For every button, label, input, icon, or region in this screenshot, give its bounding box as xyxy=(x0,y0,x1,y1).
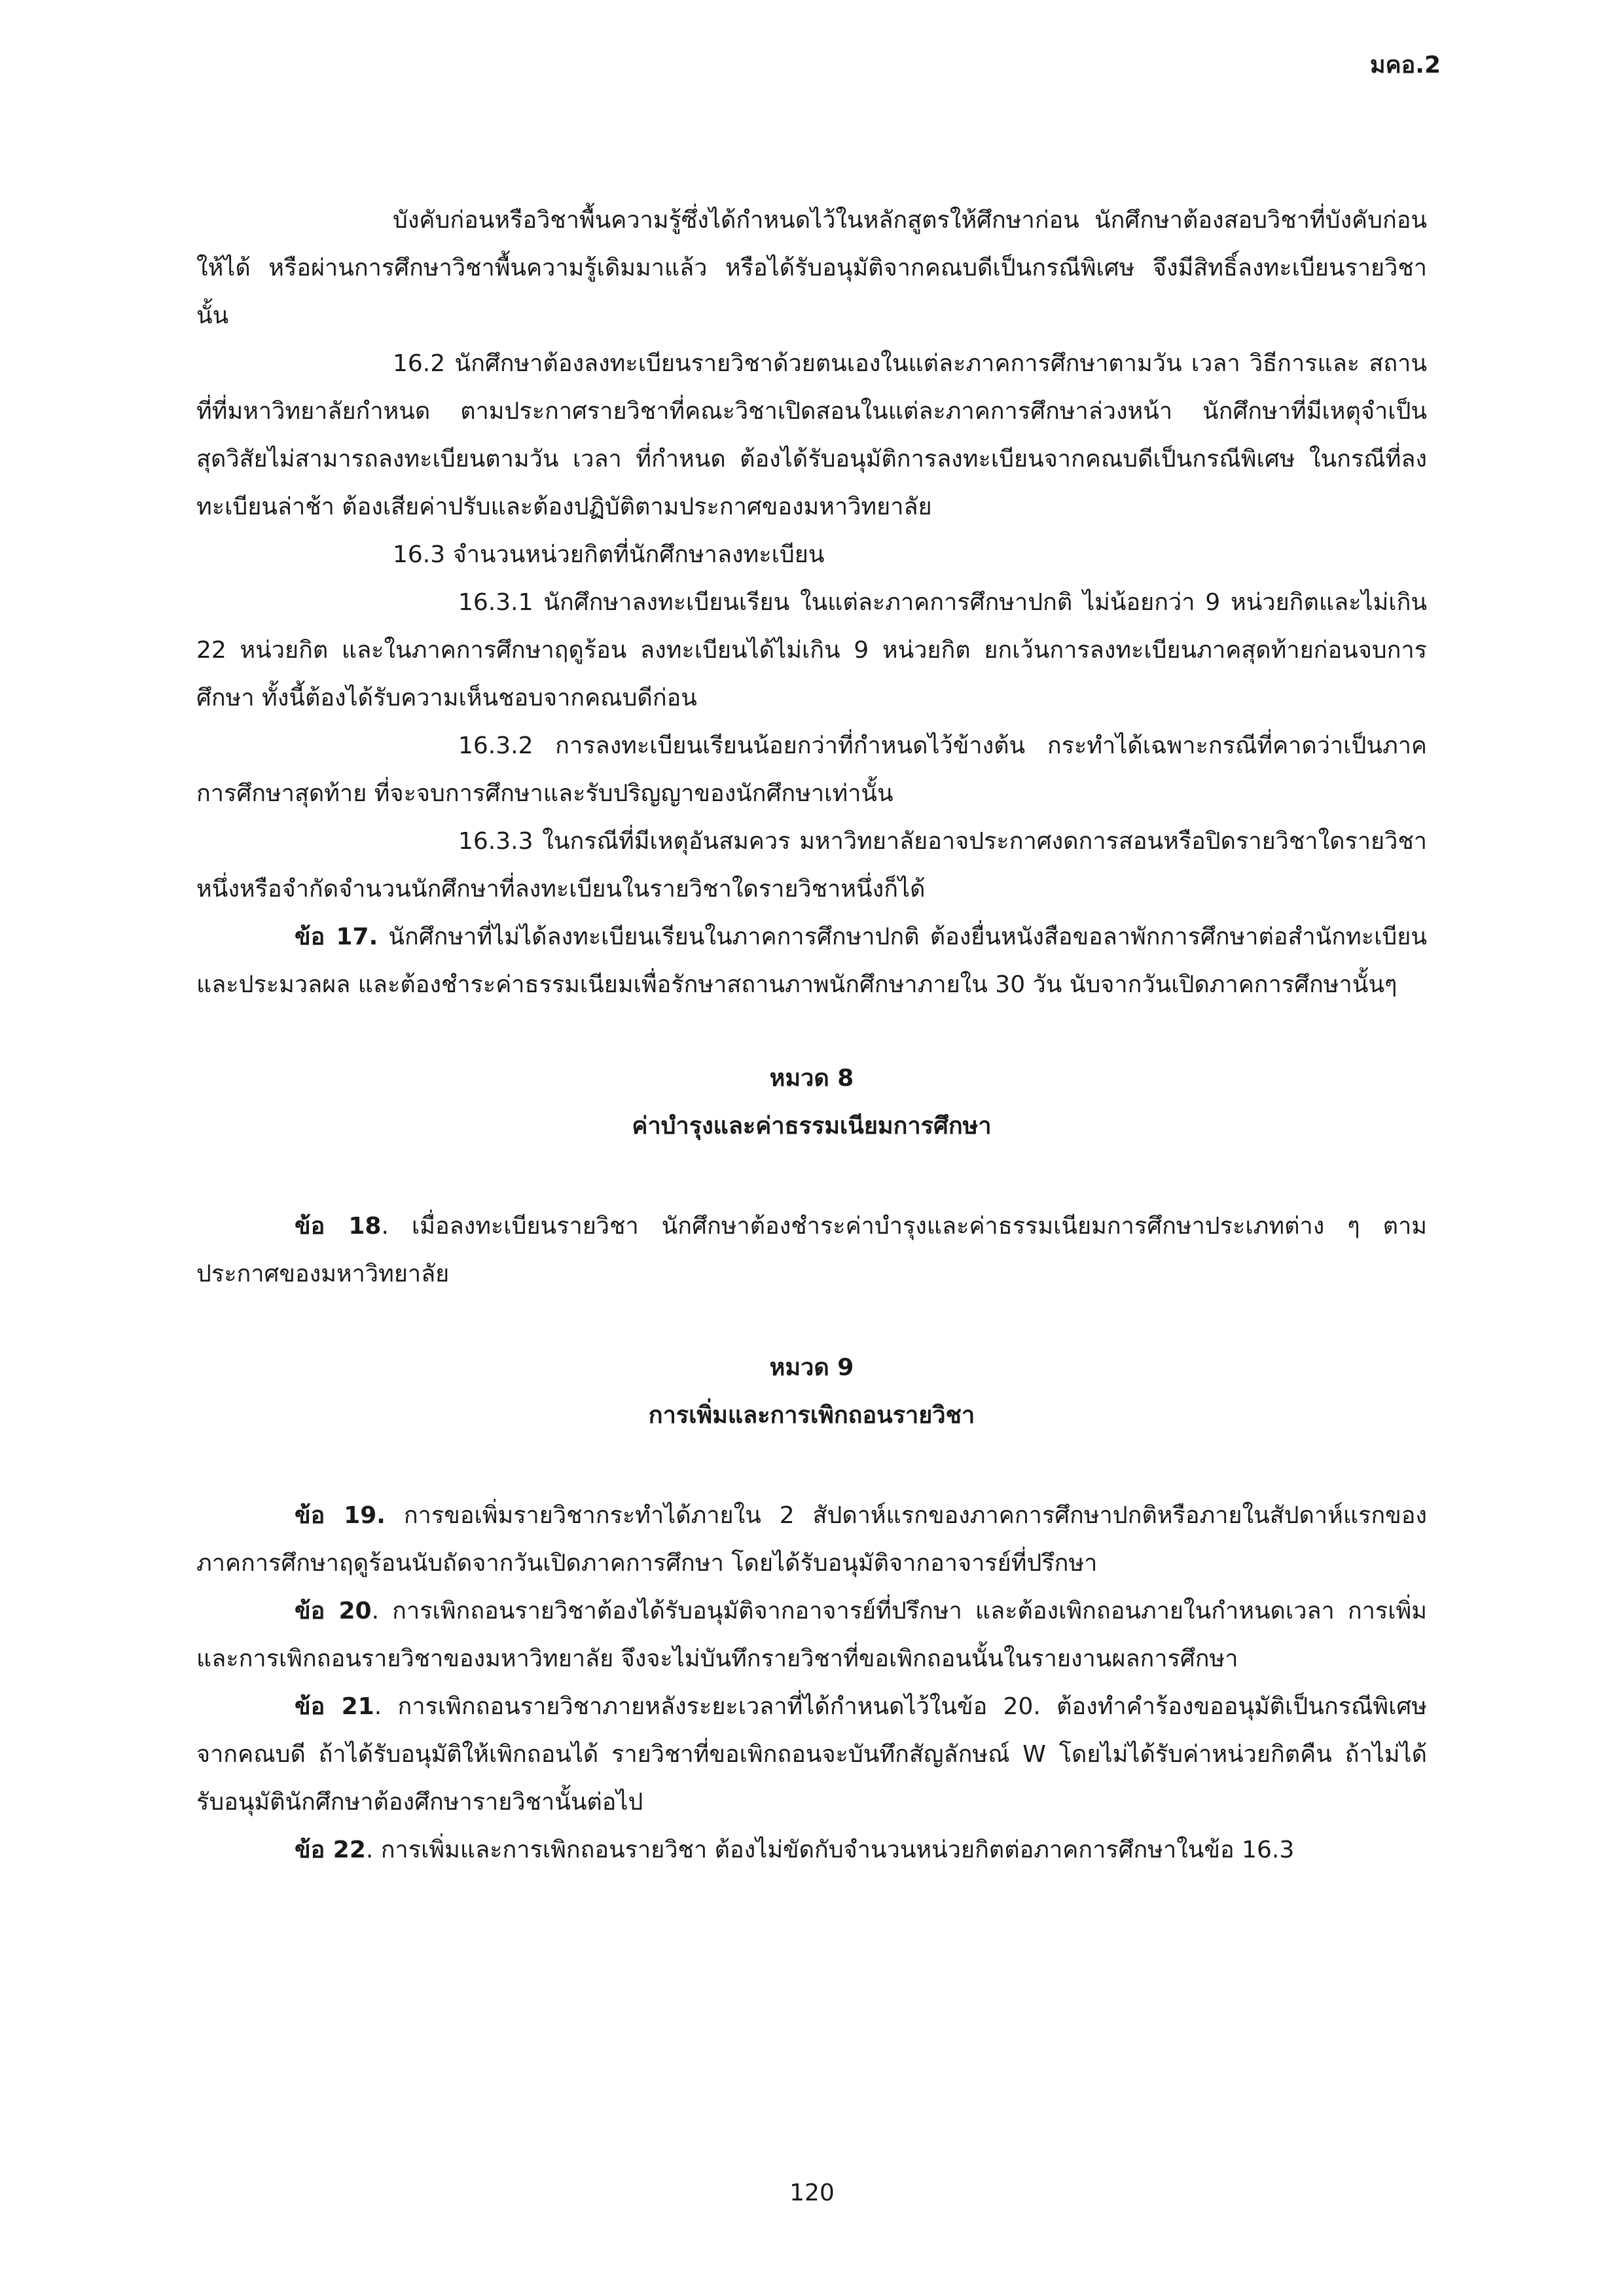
article-19-label: ข้อ 19. xyxy=(295,1502,386,1529)
article-20-label: ข้อ 20 xyxy=(295,1598,372,1624)
paragraph-16-3-3: 16.3.3 ในกรณีที่มีเหตุอันสมควร มหาวิทยาลัยอาจประกาศงดการสอนหรือปิดรายวิชาใดรายวิชาหนึ่งหรือจำกัดจำนวนนักศึกษาที่ลงทะเบียนในรายวิชาใดรายวิชาหนึ่งก็ได้ xyxy=(196,828,1427,903)
article-22 xyxy=(196,1826,1427,1874)
article-17-text: นักศึกษาที่ไม่ได้ลงทะเบียนเรียนในภาคการศึกษาปกติ ต้องยื่นหนังสือขอลาพักการศึกษาต่อสำนักทะเบียนและประมวลผล และต้องชำระค่าธรรมเนียมเพื่อรักษาสถานภาพนักศึกษาภายใน 30 วัน นับจากวันเปิดภาคการศึกษานั้นๆ xyxy=(196,924,1427,998)
article-21 xyxy=(196,1683,1427,1826)
page-number: 120 xyxy=(789,2179,835,2206)
article-18-text: . เมื่อลงทะเบียนรายวิชา นักศึกษาต้องชำระค่าบำรุงและค่าธรรมเนียมการศึกษาประเภทต่าง ๆ ตามประกาศของมหาวิทยาลัย xyxy=(196,1213,1427,1287)
document-code: มคอ.2 xyxy=(1369,52,1441,79)
article-22-label: ข้อ 22 xyxy=(295,1837,366,1863)
article-19-text: การขอเพิ่มรายวิชากระทำได้ภายใน 2 สัปดาห์แรกของภาคการศึกษาปกติหรือภายในสัปดาห์แรกของภาคการศึกษาฤดูร้อนนับถัดจากวันเปิดภาคการศึกษา โดยได้รับอนุมัติจากอาจารย์ที่ปรึกษา xyxy=(196,1502,1427,1577)
paragraph-16-2: 16.2 นักศึกษาต้องลงทะเบียนรายวิชาด้วยตนเองในแต่ละภาคการศึกษาตามวัน เวลา วิธีการและ สถานที่ที่มหาวิทยาลัยกำหนด ตามประกาศรายวิชาที่คณะวิชาเปิดสอนในแต่ละภาคการศึกษาล่วงหน้า นักศึกษาที่มีเหตุจำเป็นสุดวิสัยไม่สามารถลงทะเบียนตามวัน เวลา ที่กำหนด ต้องได้รับอนุมัติการลงทะเบียนจากคณบดีเป็นกรณีพิเศษ ในกรณีที่ลงทะเบียนล่าช้า ต้องเสียค่าปรับและต้องปฏิบัติตามประกาศของมหาวิทยาลัย xyxy=(196,350,1427,520)
chapter-9-number: หมวด 9 xyxy=(769,1354,854,1381)
paragraph-16-3-1: 16.3.1 นักศึกษาลงทะเบียนเรียน ในแต่ละภาคการศึกษาปกติ ไม่น้อยกว่า 9 หน่วยกิตและไม่เกิน 22 หน่วยกิต และในภาคการศึกษาฤดูร้อน ลงทะเบียนได้ไม่เกิน 9 หน่วยกิต ยกเว้นการลงทะเบียนภาคสุดท้ายก่อนจบการศึกษา ทั้งนี้ต้องได้รับความเห็นชอบจากคณบดีก่อน xyxy=(196,589,1427,711)
article-20-text: . การเพิกถอนรายวิชาต้องได้รับอนุมัติจากอาจารย์ที่ปรึกษา และต้องเพิกถอนภายในกำหนดเวลา การเพิ่มและการเพิกถอนรายวิชาของมหาวิทยาลัย จึงจะไม่บันทึกรายวิชาที่ขอเพิกถอนนั้นในรายงานผลการศึกษา xyxy=(196,1598,1427,1672)
article-18 xyxy=(196,1202,1427,1298)
article-19 xyxy=(196,1492,1427,1587)
paragraph-prerequisite: บังคับก่อนหรือวิชาพื้นความรู้ซึ่งได้กำหนดไว้ในหลักสูตรให้ศึกษาก่อน นักศึกษาต้องสอบวิชาที่บังคับก่อนให้ได้ หรือผ่านการศึกษาวิชาพื้นความรู้เดิมมาแล้ว หรือได้รับอนุมัติจากคณบดีเป็นกรณีพิเศษ จึงมีสิทธิ์ลงทะเบียนรายวิชานั้น xyxy=(196,207,1427,329)
chapter-8-title: ค่าบำรุงและค่าธรรมเนียมการศึกษา xyxy=(632,1113,992,1139)
article-17 xyxy=(196,913,1427,1009)
chapter-8-number: หมวด 8 xyxy=(769,1065,854,1092)
page-content xyxy=(196,196,1427,1874)
article-17-label: ข้อ 17. xyxy=(295,924,378,950)
article-18-label: ข้อ 18 xyxy=(295,1213,382,1240)
paragraph-16-3: 16.3 จำนวนหน่วยกิตที่นักศึกษาลงทะเบียน xyxy=(393,541,825,568)
paragraph-16-3-2: 16.3.2 การลงทะเบียนเรียนน้อยกว่าที่กำหนดไว้ข้างต้น กระทำได้เฉพาะกรณีที่คาดว่าเป็นภาคการศึกษาสุดท้าย ที่จะจบการศึกษาและรับปริญญาของนักศึกษาเท่านั้น xyxy=(196,732,1427,807)
article-22-text: . การเพิ่มและการเพิกถอนรายวิชา ต้องไม่ขัดกับจำนวนหน่วยกิตต่อภาคการศึกษาในข้อ 16.3 xyxy=(365,1837,1295,1863)
article-21-label: ข้อ 21 xyxy=(295,1693,374,1720)
chapter-9-title: การเพิ่มและการเพิกถอนรายวิชา xyxy=(648,1402,975,1429)
article-21-text: . การเพิกถอนรายวิชาภายหลังระยะเวลาที่ได้กำหนดไว้ในข้อ 20. ต้องทำคำร้องขออนุมัติเป็นกรณีพิเศษจากคณบดี ถ้าได้รับอนุมัติให้เพิกถอนได้ รายวิชาที่ขอเพิกถอนจะบันทึกสัญลักษณ์ W โดยไม่ได้รับค่าหน่วยกิตคืน ถ้าไม่ได้รับอนุมัตินักศึกษาต้องศึกษารายวิชานั้นต่อไป xyxy=(196,1693,1427,1816)
article-20 xyxy=(196,1587,1427,1683)
